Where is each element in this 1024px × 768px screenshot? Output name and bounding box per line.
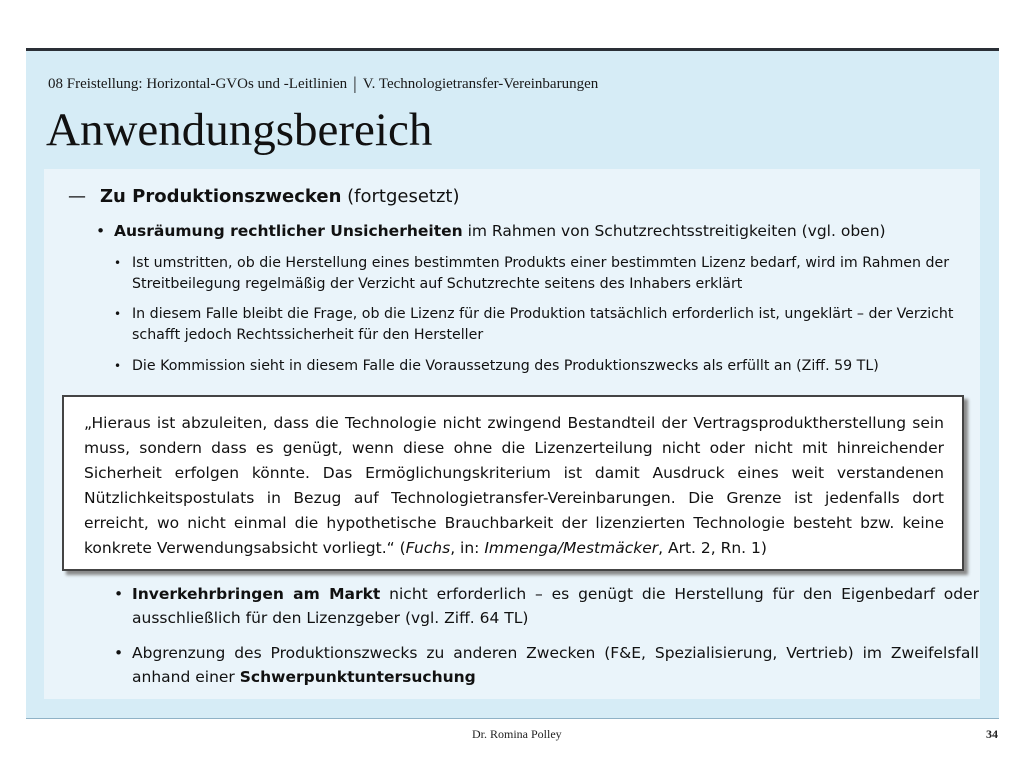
footer-author: Dr. Romina Polley [472,727,562,741]
breadcrumb-separator: | [353,73,357,93]
heading-bold: Zu Produktionszwecken [100,186,342,207]
page-title: Anwendungsbereich [46,104,433,156]
sub-bullet-2 [114,304,964,346]
bullet-marker: • [114,256,122,270]
sub-bullet-3 [114,356,964,377]
quote-end: , Art. 2, Rn. 1) [658,539,767,557]
sub-bullet-3-text: Die Kommission sieht in diesem Falle die Voraussetzung des Produktionszwecks als erfüllt an (Ziff. 59 TL) [132,358,879,374]
quote-text: „Hieraus ist abzuleiten, dass die Technologie nicht zwingend Bestandteil der Vertragsproduktherstellung sein muss, sondern dass es genügt, wenn diese ohne die Lizenzerteilung nicht oder nicht mit hinreichender Sicherheit erfolgen könnte. Das Ermöglichungskriterium ist damit Ausdruck eines weit verstandenen Nützlichkeitspostulats in Bezug auf Technologietransfer-Vereinbarungen. Die Grenze ist jedenfalls dort erreicht, wo nicht einmal die hypothetische Brauchbarkeit der lizenzierten Technologie besteht bzw. keine konkrete Verwendungsabsicht vorliegt.“ ( [84,414,944,557]
heading-dash: — [68,186,86,207]
sub-bullet-2-text: In diesem Falle bleibt die Frage, ob die Lizenz für die Produktion tatsächlich erforderlich ist, ungeklärt – der Verzicht schafft jedoch Rechtssicherheit für den Hersteller [132,306,954,343]
footer-divider [26,718,999,719]
quote-author: Fuchs [405,539,451,557]
bullet2-bold: Inverkehrbringen am Markt [132,585,381,603]
sub-bullet-1 [114,253,964,295]
slide [26,48,999,718]
breadcrumb [48,73,598,94]
quote-box [62,395,964,571]
bullet-marker: • [114,585,124,603]
bullet-marker: • [114,307,122,321]
quote-text-block [84,411,944,561]
bullet3-text: Abgrenzung des Produktionszwecks zu anderen Zwecken (F&E, Spezialisierung, Vertrieb) im Zweifelsfall anhand einer [132,644,979,686]
bullet-delimitation [114,641,979,689]
bullet2-rest: nicht erforderlich – es genügt die Herstellung für den Eigenbedarf oder ausschließlich für den Lizenzgeber (vgl. Ziff. 64 TL) [132,585,979,627]
heading-rest: (fortgesetzt) [341,186,460,207]
sub-bullet-1-text: Ist umstritten, ob die Herstellung eines bestimmten Produkts einer bestimmten Lizenz bedarf, wird im Rahmen der Streitbeilegung regelmäßig der Verzicht auf Schutzrechte seitens des Inhabers erklärt [132,255,950,292]
bullet-legal-uncertainty [96,220,961,242]
quote-mid: , in: [450,539,485,557]
bullet-marker: • [96,222,106,240]
bullet1-bold: Ausräumung rechtlicher Unsicherheiten [114,222,463,240]
section-heading [68,186,460,207]
bullet-marker: • [114,644,124,662]
bullet-market [114,582,979,630]
quote-source: Immenga/Mestmäcker [484,539,659,557]
breadcrumb-right: V. Technologietransfer-Vereinbarungen [362,76,599,92]
bullet3-bold: Schwerpunktuntersuchung [239,668,476,686]
breadcrumb-left: 08 Freistellung: Horizontal-GVOs und -Leitlinien [48,76,348,92]
bullet1-rest: im Rahmen von Schutzrechtsstreitigkeiten (vgl. oben) [462,222,886,240]
bullet-marker: • [114,359,122,373]
page-number: 34 [986,727,998,741]
